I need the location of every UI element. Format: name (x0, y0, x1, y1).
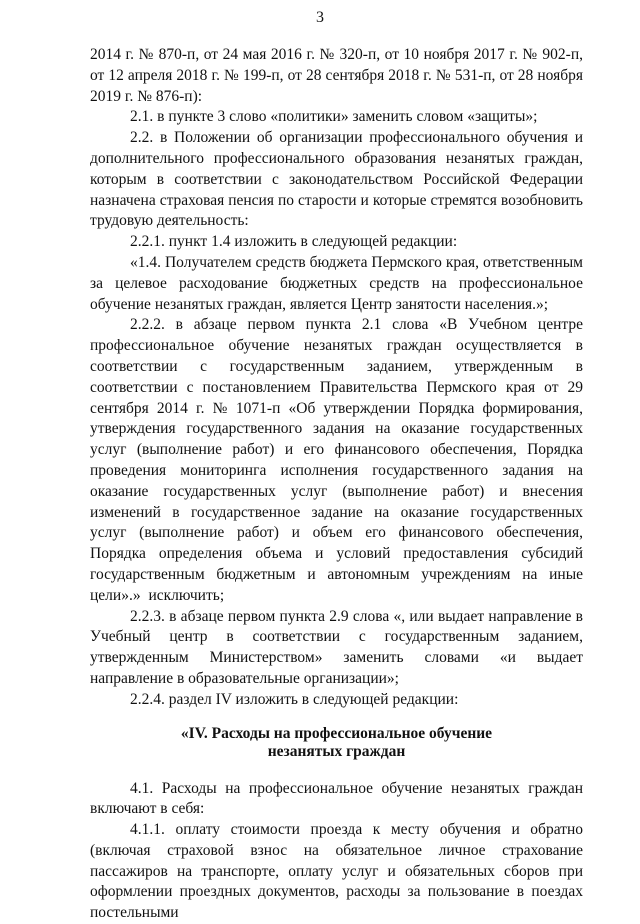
paragraph-4-1-1: 4.1.1. оплату стоимости проезда к месту обучения и обратно (включая страховой взнос на обязательное личное страхование пассажиров на транспорте, оплату услуг и обязательных сборов при оформлении проездных документов, расходы за пользование в поездах постельными (90, 821, 583, 922)
section-heading-line-1: «IV. Расходы на профессиональное обучение (180, 724, 493, 742)
document-body (90, 45, 583, 924)
paragraph-2-2: 2.2. в Положении об организации профессионального обучения и дополнительного профессионального образования незанятых граждан, которым в соответствии с законодательством Российской Федерации назначена страховая пенсия по старости и которые стремятся возобновить трудовую деятельность: (90, 129, 583, 230)
paragraph-4-1: 4.1. Расходы на профессиональное обучение незанятых граждан включают в себя: (90, 779, 583, 818)
paragraph-2-2-2: 2.2.2. в абзаце первом пункта 2.1 слова «В Учебном центре профессиональное обучение незанятых граждан осуществляется в соответствии с государственным заданием, утвержденным в соответствии с постановлением Правительства Пермского края от 29 сентября 2014 г. № 1071-п «Об утверждении Порядка формирования, утверждения государственного задания на оказание государственных услуг (выполнение работ) и его финансового обеспечения, Порядка проведения мониторинга исполнения государственного задания на оказание государственных услуг (выполнение работ) и внесения изменений в государственное задание на оказание государственных услуг (выполнение работ) и объем его финансового обеспечения, Порядка определения объема и условий предоставления субсидий государственным бюджетным и автономным учреждениям на иные цели».» исключить; (90, 316, 583, 604)
section-heading (90, 725, 583, 761)
paragraph-2-2-1: 2.2.1. пункт 1.4 изложить в следующей редакции: (130, 233, 458, 251)
page-number: 3 (316, 9, 324, 26)
paragraph-quote-1-4: «1.4. Получателем средств бюджета Пермского края, ответственным за целевое расходование бюджетных средств на профессиональное обучение незанятых граждан, является Центр занятости населения.»; (90, 253, 583, 313)
section-heading-line-2: незанятых граждан (267, 742, 406, 760)
paragraph-2-2-3: 2.2.3. в абзаце первом пункта 2.9 слова «, или выдает направление в Учебный центр в соответствии с государственным заданием, утвержденным Министерством» заменить словами «и выдает направление в образовательные организации»; (90, 607, 583, 687)
paragraph-continuation: 2014 г. № 870-п, от 24 мая 2016 г. № 320-п, от 10 ноября 2017 г. № 902-п, от 12 апреля 2018 г. № 199-п, от 28 сентября 2018 г. № 531-п, от 28 ноября 2019 г. № 876-п): (90, 46, 583, 105)
paragraph-2-1: 2.1. в пункте 3 слово «политики» заменить словом «защиты»; (130, 108, 538, 126)
paragraph-2-2-4: 2.2.4. раздел IV изложить в следующей редакции: (130, 690, 459, 708)
